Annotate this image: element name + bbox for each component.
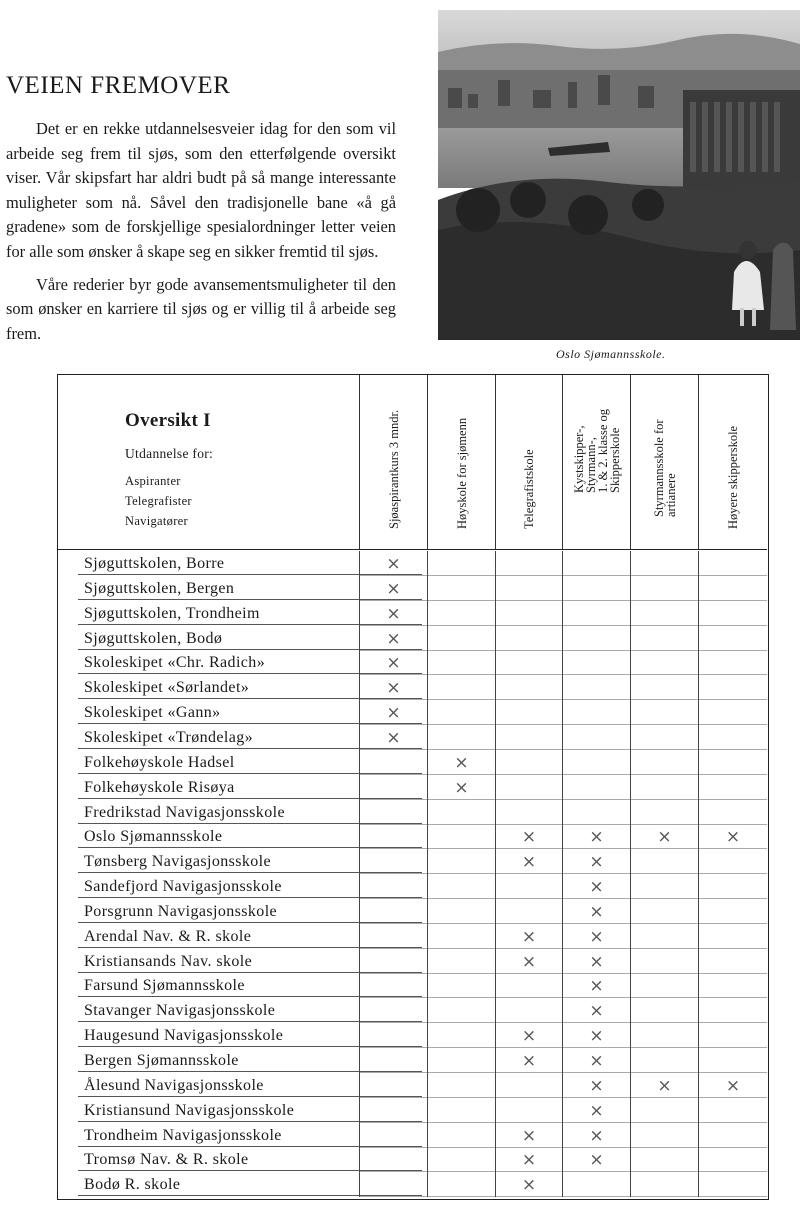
table-cell <box>562 1147 630 1172</box>
table-cell <box>630 1123 698 1148</box>
table-row <box>58 824 767 849</box>
column-header-label: Høyskole for sjømenn <box>454 417 469 529</box>
check-mark: × <box>521 1026 537 1047</box>
cell-rule <box>496 1196 562 1197</box>
row-school-name: Haugesund Navigasjonsskole <box>84 1027 284 1045</box>
row-school-name: Sjøguttskolen, Borre <box>84 555 225 572</box>
check-mark: × <box>589 827 604 848</box>
check-mark: × <box>589 1100 604 1121</box>
table-row <box>58 949 767 974</box>
column-header-label: Høyere skipperskole <box>726 425 740 529</box>
table-cell <box>562 601 630 626</box>
table-cell <box>562 849 630 874</box>
table-cell <box>495 1048 562 1073</box>
intro-paragraph-2: Våre rederier byr gode avansementsmuligheter til den som ønsker en karriere til sjøs og er villig til å arbeide seg frem. <box>6 274 396 343</box>
table-cell <box>630 800 698 825</box>
table-row <box>58 1023 767 1048</box>
table-cell <box>495 725 562 750</box>
table-cell <box>698 700 767 725</box>
check-mark: × <box>521 951 537 972</box>
row-school-name: Bodø R. skole <box>84 1176 181 1194</box>
row-school-name: Sandefjord Navigasjonsskole <box>84 878 282 896</box>
table-cell <box>630 849 698 874</box>
table-cell <box>630 924 698 949</box>
table-cell <box>427 924 495 949</box>
table-cell <box>359 700 427 725</box>
table-cell <box>495 924 562 949</box>
row-school-name: Skoleskipet «Chr. Radich» <box>84 654 266 672</box>
table-cell <box>562 700 630 725</box>
table-cell <box>698 1073 767 1098</box>
cell-rule <box>360 1196 427 1197</box>
table-cell <box>359 626 427 651</box>
category-item: Navigatører <box>125 514 188 528</box>
table-cell <box>698 874 767 899</box>
table-cell <box>630 626 698 651</box>
table-row <box>58 675 767 700</box>
column-header <box>698 375 767 549</box>
table-header <box>58 375 767 550</box>
table-cell <box>359 1147 427 1172</box>
photo-caption: Oslo Sjømannsskole. <box>556 347 666 361</box>
table-cell <box>359 1123 427 1148</box>
row-school-name: Trondheim Navigasjonsskole <box>84 1126 282 1144</box>
table-cell <box>698 750 767 775</box>
table-cell <box>495 824 562 849</box>
table-cell <box>495 601 562 626</box>
check-mark: × <box>521 1125 537 1146</box>
row-school-name: Kristiansands Nav. skole <box>84 952 253 970</box>
table-cell <box>698 824 767 849</box>
table-cell <box>698 1172 767 1197</box>
table-cell <box>698 601 767 626</box>
table-row <box>58 700 767 725</box>
table-cell <box>359 576 427 601</box>
table-cell <box>359 800 427 825</box>
table-cell <box>495 775 562 800</box>
table-cell <box>562 650 630 675</box>
check-mark: × <box>589 877 604 898</box>
row-school-name: Tromsø Nav. & R. skole <box>84 1151 249 1169</box>
category-list <box>125 471 213 531</box>
table-cell <box>427 1147 495 1172</box>
table-title-block <box>125 410 213 531</box>
table-cell <box>427 551 495 576</box>
row-school-name: Farsund Sjømannsskole <box>84 977 245 995</box>
table-cell <box>359 973 427 998</box>
table-cell <box>427 849 495 874</box>
table-cell <box>630 675 698 700</box>
table-cell <box>630 998 698 1023</box>
table-row <box>58 775 767 800</box>
table-cell <box>427 601 495 626</box>
table-cell <box>562 626 630 651</box>
table-cell <box>427 1023 495 1048</box>
table-row <box>58 1172 767 1197</box>
check-mark: × <box>386 727 401 748</box>
table-cell <box>359 824 427 849</box>
cell-rule <box>631 1196 698 1197</box>
row-school-name: Skoleskipet «Gann» <box>84 704 221 722</box>
table-cell <box>495 1023 562 1048</box>
table-cell <box>359 924 427 949</box>
row-school-name: Arendal Nav. & R. skole <box>84 927 252 945</box>
row-school-name: Folkehøyskole Hadsel <box>84 753 235 771</box>
table-cell <box>630 775 698 800</box>
table-row <box>58 924 767 949</box>
row-school-name: Tønsberg Navigasjonsskole <box>84 853 272 871</box>
check-mark: × <box>589 1051 604 1071</box>
table-cell <box>562 675 630 700</box>
table-cell <box>630 576 698 601</box>
table-cell <box>698 1023 767 1048</box>
check-mark: × <box>589 951 604 972</box>
table-cell <box>359 874 427 899</box>
category-item: Aspiranter <box>125 474 181 488</box>
check-mark: × <box>589 1001 604 1022</box>
table-cell <box>359 849 427 874</box>
check-mark: × <box>589 1150 604 1171</box>
table-row <box>58 998 767 1023</box>
table-cell <box>427 576 495 601</box>
table-cell <box>630 725 698 750</box>
check-mark: × <box>521 1150 537 1171</box>
table-cell <box>630 601 698 626</box>
table-cell <box>495 576 562 601</box>
table-cell <box>698 551 767 576</box>
table-cell <box>630 973 698 998</box>
check-mark: × <box>386 578 401 599</box>
table-row <box>58 725 767 750</box>
table-cell <box>562 1023 630 1048</box>
row-school-name: Fredrikstad Navigasjonsskole <box>84 803 285 821</box>
table-cell <box>495 874 562 899</box>
table-cell <box>562 874 630 899</box>
table-cell <box>698 998 767 1023</box>
table-cell <box>495 1147 562 1172</box>
table-cell <box>427 998 495 1023</box>
table-row <box>58 849 767 874</box>
table-cell <box>359 601 427 626</box>
table-cell <box>562 725 630 750</box>
table-cell <box>359 998 427 1023</box>
cell-rule <box>699 1196 767 1197</box>
row-school-name: Sjøguttskolen, Trondheim <box>84 604 260 622</box>
table-cell <box>630 1147 698 1172</box>
table-cell <box>427 700 495 725</box>
table-cell <box>495 700 562 725</box>
table-cell <box>562 899 630 924</box>
table-cell <box>698 924 767 949</box>
table-cell <box>698 675 767 700</box>
column-header <box>495 375 562 549</box>
table-cell <box>562 551 630 576</box>
table-row <box>58 1048 767 1073</box>
table-cell <box>630 874 698 899</box>
table-row <box>58 1147 767 1172</box>
table-cell <box>427 626 495 651</box>
table-cell <box>630 1172 698 1197</box>
table-cell <box>359 1023 427 1048</box>
row-school-name: Skoleskipet «Trøndelag» <box>84 728 254 746</box>
column-header <box>562 375 630 549</box>
check-mark: × <box>657 1075 672 1096</box>
table-cell <box>495 849 562 874</box>
table-cell <box>495 650 562 675</box>
table-row <box>58 800 767 825</box>
table-cell <box>427 824 495 849</box>
table-cell <box>698 849 767 874</box>
table-cell <box>359 675 427 700</box>
table-cell <box>359 650 427 675</box>
table-cell <box>698 899 767 924</box>
check-mark: × <box>386 653 401 674</box>
table-cell <box>427 949 495 974</box>
table-row <box>58 601 767 626</box>
check-mark: × <box>589 852 604 873</box>
table-cell <box>359 949 427 974</box>
table-cell <box>427 725 495 750</box>
table-cell <box>359 775 427 800</box>
table-row <box>58 551 767 576</box>
table-cell <box>562 998 630 1023</box>
check-mark: × <box>589 1026 604 1047</box>
table-row <box>58 626 767 651</box>
table-cell <box>427 1123 495 1148</box>
table-cell <box>698 973 767 998</box>
row-school-name: Porsgrunn Navigasjonsskole <box>84 902 278 920</box>
check-mark: × <box>386 628 401 649</box>
table-subtitle: Utdannelse for: <box>125 446 214 461</box>
harbor-photo <box>438 10 800 340</box>
cell-rule <box>563 1196 630 1197</box>
table-cell <box>495 675 562 700</box>
table-cell <box>698 1123 767 1148</box>
overview-table <box>57 374 769 1200</box>
table-row <box>58 899 767 924</box>
table-row <box>58 576 767 601</box>
table-cell <box>630 1048 698 1073</box>
table-cell <box>359 1098 427 1123</box>
check-mark: × <box>589 976 604 997</box>
check-mark: × <box>657 827 672 848</box>
row-school-name: Ålesund Navigasjonsskole <box>84 1076 264 1094</box>
table-cell <box>427 800 495 825</box>
table-cell <box>427 874 495 899</box>
table-cell <box>359 899 427 924</box>
table-row <box>58 874 767 899</box>
table-cell <box>630 1023 698 1048</box>
table-cell <box>427 775 495 800</box>
column-header-label: Sjøaspirantkurs 3 mndr. <box>386 409 401 529</box>
check-mark: × <box>521 1175 537 1196</box>
table-title: Oversikt I <box>125 410 211 431</box>
table-cell <box>495 551 562 576</box>
check-mark: × <box>589 926 604 947</box>
table-cell <box>562 1172 630 1197</box>
table-row <box>58 750 767 775</box>
table-cell <box>562 1073 630 1098</box>
table-cell <box>698 576 767 601</box>
check-mark: × <box>521 926 537 947</box>
table-cell <box>427 1048 495 1073</box>
table-cell <box>495 1172 562 1197</box>
table-cell <box>427 675 495 700</box>
check-mark: × <box>589 901 604 922</box>
table-cell <box>427 973 495 998</box>
table-row <box>58 1098 767 1123</box>
table-cell <box>630 750 698 775</box>
row-school-name: Kristiansund Navigasjonsskole <box>84 1101 295 1119</box>
intro-text <box>6 117 396 354</box>
check-mark: × <box>589 1125 604 1146</box>
check-mark: × <box>386 603 401 624</box>
table-cell <box>630 1098 698 1123</box>
cell-rule <box>428 1196 495 1197</box>
column-header <box>630 375 698 549</box>
table-cell <box>630 1073 698 1098</box>
table-cell <box>630 551 698 576</box>
table-cell <box>495 626 562 651</box>
table-cell <box>427 1073 495 1098</box>
check-mark: × <box>454 752 469 773</box>
table-cell <box>359 1172 427 1197</box>
check-mark: × <box>386 703 401 724</box>
check-mark: × <box>386 554 401 574</box>
column-header-label: Kystskipper-, Styrmann-, 1. & 2. klasse og Skipperskole <box>571 408 622 493</box>
table-row <box>58 1123 767 1148</box>
table-cell <box>359 750 427 775</box>
table-cell <box>698 949 767 974</box>
table-cell <box>562 1098 630 1123</box>
table-cell <box>698 725 767 750</box>
table-cell <box>427 1098 495 1123</box>
table-cell <box>359 1048 427 1073</box>
table-cell <box>495 750 562 775</box>
table-cell <box>562 1048 630 1073</box>
table-cell <box>630 949 698 974</box>
table-cell <box>630 824 698 849</box>
check-mark: × <box>521 827 537 848</box>
table-cell <box>427 899 495 924</box>
row-school-name: Bergen Sjømannsskole <box>84 1052 239 1069</box>
column-header-label: Styrmannsskole for artianere <box>651 419 678 517</box>
column-header-label: Telegrafistskole <box>522 449 536 529</box>
row-school-name: Oslo Sjømannsskole <box>84 828 223 846</box>
table-cell <box>427 750 495 775</box>
table-cell <box>562 750 630 775</box>
check-mark: × <box>454 777 469 798</box>
table-cell <box>495 949 562 974</box>
column-header <box>359 375 427 549</box>
table-cell <box>698 775 767 800</box>
row-school-name: Folkehøyskole Risøya <box>84 778 235 796</box>
check-mark: × <box>521 1051 537 1071</box>
row-school-name: Sjøguttskolen, Bergen <box>84 579 235 597</box>
table-cell <box>495 899 562 924</box>
table-cell <box>495 1073 562 1098</box>
table-cell <box>562 800 630 825</box>
row-school-name: Stavanger Navigasjonsskole <box>84 1002 276 1020</box>
table-cell <box>698 650 767 675</box>
table-cell <box>495 800 562 825</box>
table-cell <box>630 899 698 924</box>
check-mark: × <box>386 678 401 699</box>
table-cell <box>427 1172 495 1197</box>
check-mark: × <box>521 852 537 873</box>
table-cell <box>495 998 562 1023</box>
table-cell <box>562 775 630 800</box>
table-cell <box>562 949 630 974</box>
intro-paragraph-1: Det er en rekke utdannelsesveier idag for den som vil arbeide seg frem til sjøs, som den etterfølgende oversikt viser. Vår skipsfart har aldri budt på så mange interessante muligheter som nå. Såvel den tradisjonelle bane «å gå gradene» som de forskjellige spesialordninger letter veien for alle som ønsker å skape seg en sikker fremtid til sjøs. <box>6 119 396 261</box>
table-cell <box>359 551 427 576</box>
table-cell <box>698 800 767 825</box>
table-cell <box>630 700 698 725</box>
table-cell <box>359 1073 427 1098</box>
table-cell <box>562 973 630 998</box>
table-cell <box>562 576 630 601</box>
table-cell <box>698 1098 767 1123</box>
table-cell <box>698 1048 767 1073</box>
check-mark: × <box>589 1075 604 1096</box>
table-cell <box>495 973 562 998</box>
table-cell <box>427 650 495 675</box>
column-header <box>427 375 495 549</box>
table-cell <box>562 824 630 849</box>
table-cell <box>359 725 427 750</box>
table-cell <box>495 1123 562 1148</box>
table-cell <box>698 626 767 651</box>
table-cell <box>562 1123 630 1148</box>
page-heading: VEIEN FREMOVER <box>6 72 231 99</box>
table-cell <box>495 1098 562 1123</box>
table-cell <box>698 1147 767 1172</box>
row-school-name: Skoleskipet «Sørlandet» <box>84 679 250 697</box>
table-cell <box>562 924 630 949</box>
check-mark: × <box>725 827 741 848</box>
table-row <box>58 650 767 675</box>
table-row <box>58 1073 767 1098</box>
table-row <box>58 973 767 998</box>
check-mark: × <box>725 1075 741 1096</box>
category-item: Telegrafister <box>125 494 192 508</box>
row-school-name: Sjøguttskolen, Bodø <box>84 629 223 647</box>
table-cell <box>630 650 698 675</box>
